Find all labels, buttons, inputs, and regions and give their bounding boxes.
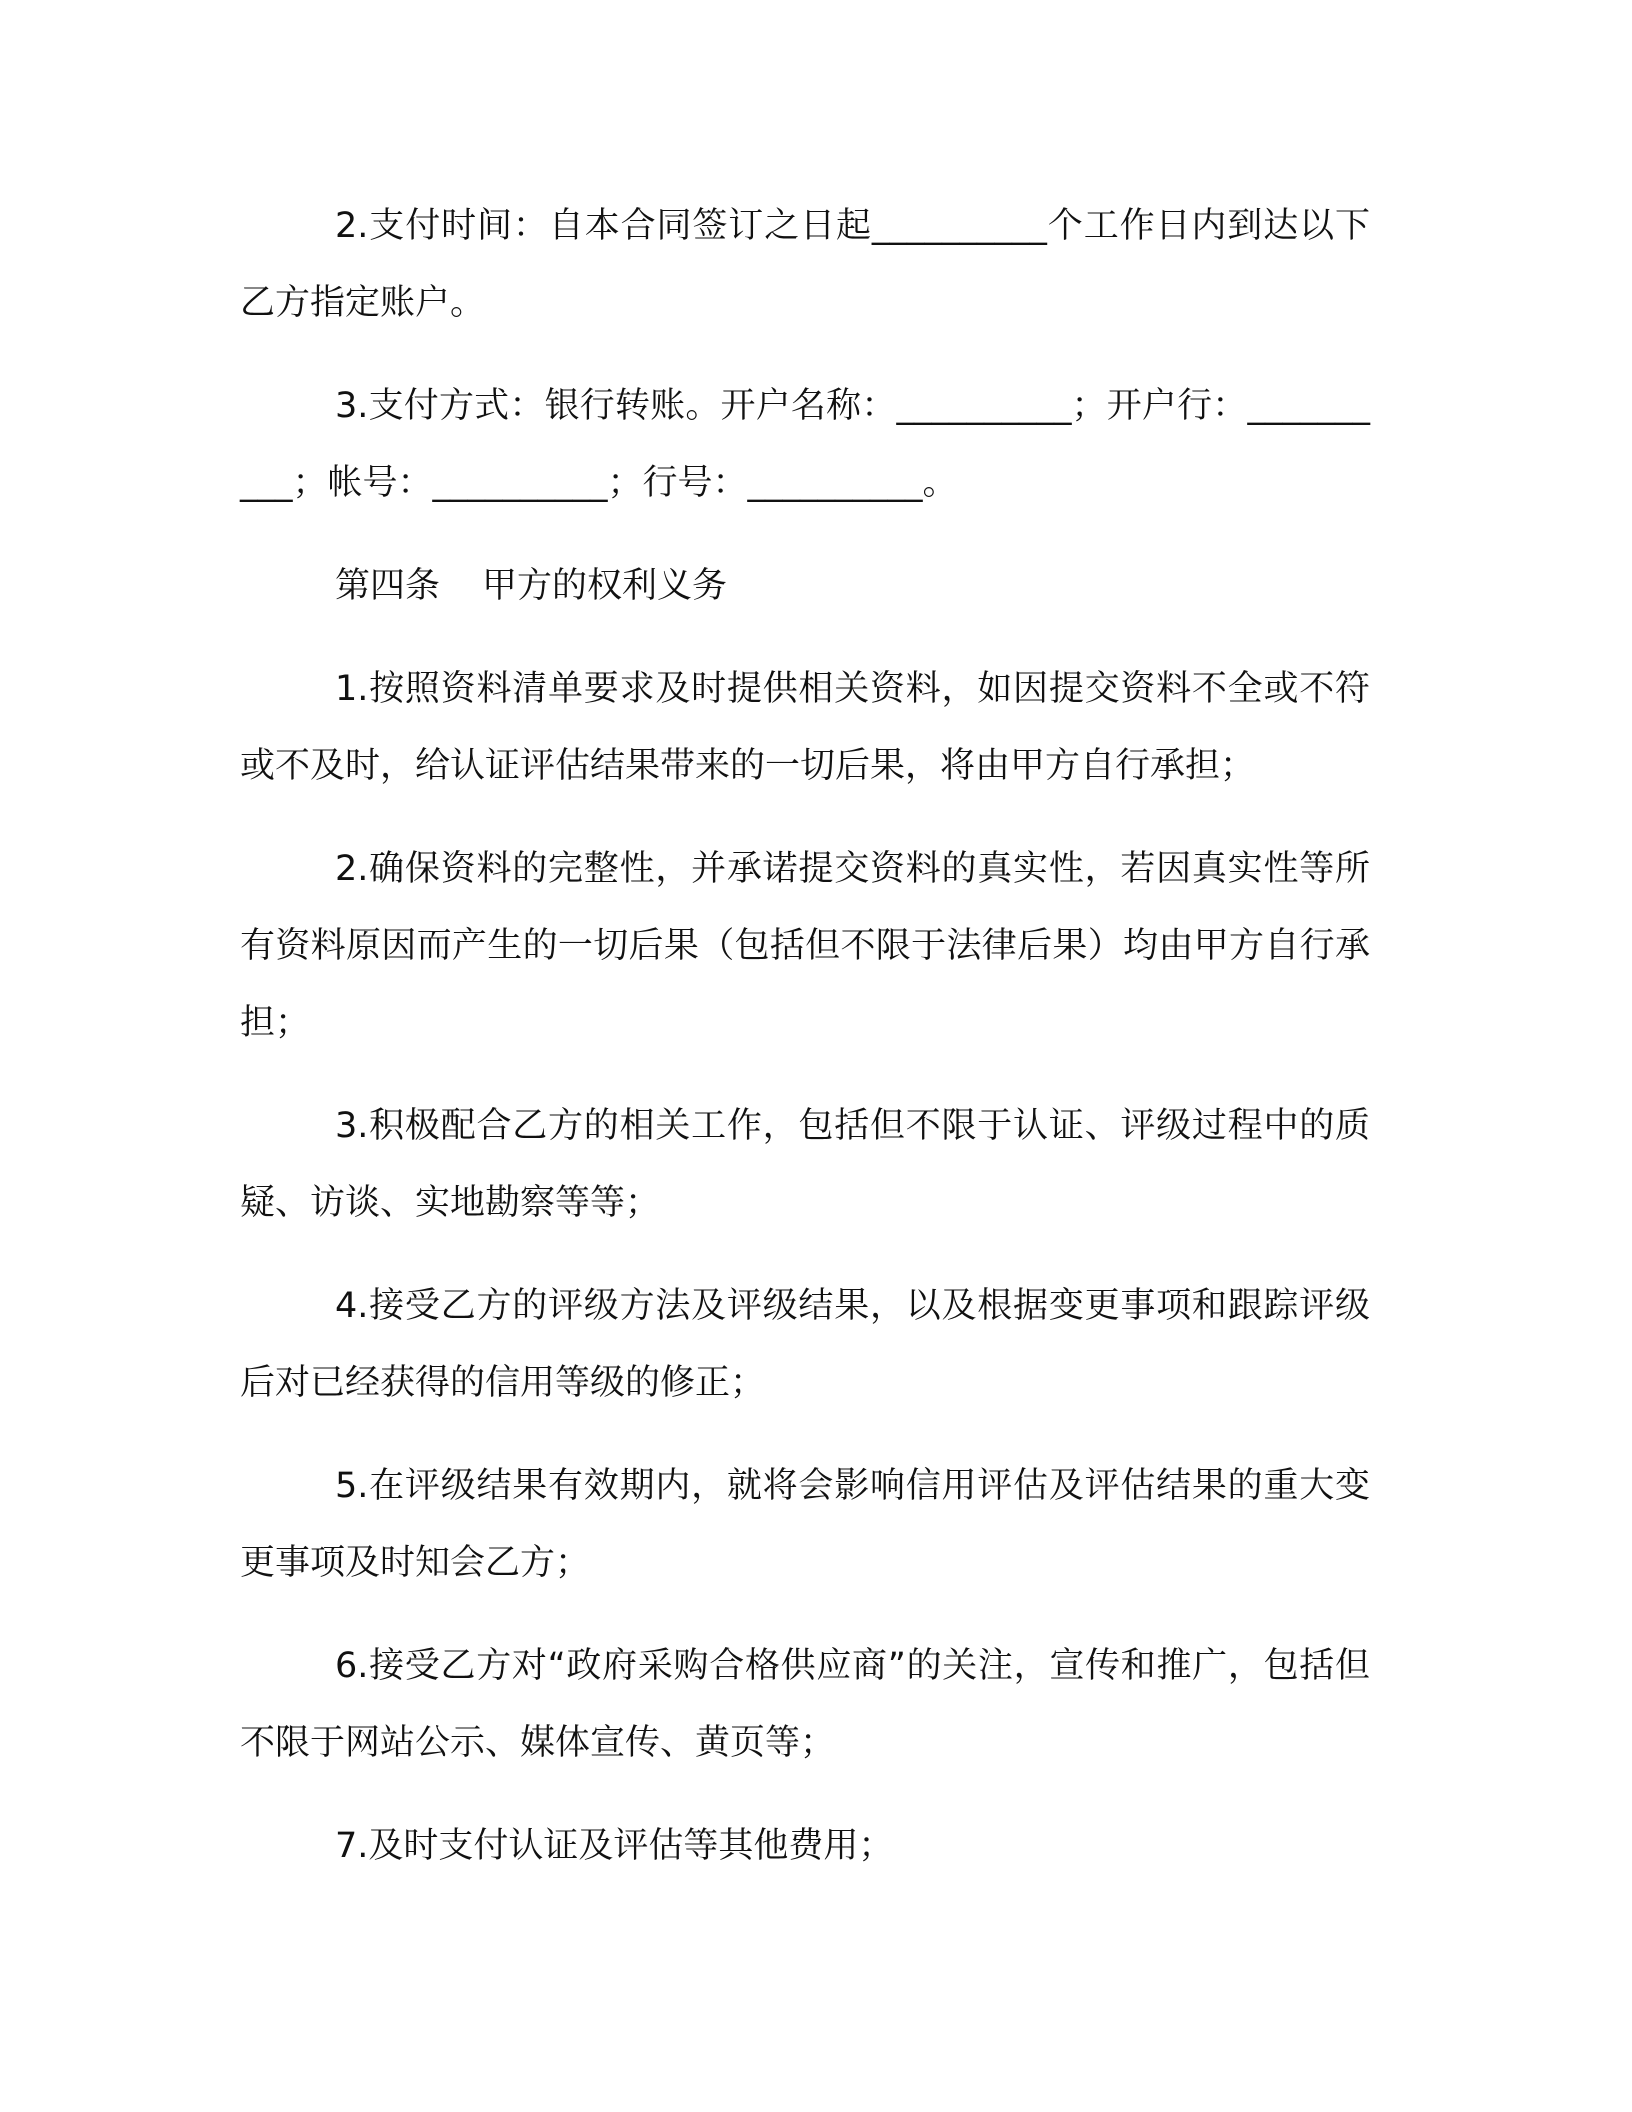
payment-method-paragraph: 3.支付方式：银行转账。开户名称：__________；开户行：__________；帐号：__________；行号：__________。 xyxy=(240,386,1370,503)
obligation-item-7: 7.及时支付认证及评估等其他费用； xyxy=(335,1826,894,1866)
obligation-item-4: 4.接受乙方的评级方法及评级结果，以及根据变更事项和跟踪评级后对已经获得的信用等级的修正； xyxy=(240,1286,1370,1403)
article-title: 甲方的权利义务 xyxy=(482,566,728,606)
obligation-item-2: 2.确保资料的完整性，并承诺提交资料的真实性，若因真实性等所有资料原因而产生的一切后果（包括但不限于法律后果）均由甲方自行承担； xyxy=(240,849,1370,1043)
obligation-item-1: 1.按照资料清单要求及时提供相关资料，如因提交资料不全或不符或不及时，给认证评估结果带来的一切后果，将由甲方自行承担； xyxy=(240,669,1370,786)
obligation-item-5: 5.在评级结果有效期内，就将会影响信用评估及评估结果的重大变更事项及时知会乙方； xyxy=(240,1466,1370,1583)
obligation-item-3: 3.积极配合乙方的相关工作，包括但不限于认证、评级过程中的质疑、访谈、实地勘察等等； xyxy=(240,1106,1370,1223)
article-number: 第四条 xyxy=(335,566,441,606)
obligation-item-6: 6.接受乙方对“政府采购合格供应商”的关注，宣传和推广，包括但不限于网站公示、媒体宣传、黄页等； xyxy=(240,1646,1370,1763)
document-body xyxy=(240,188,1370,1911)
article-heading xyxy=(240,548,1370,625)
payment-time-paragraph: 2.支付时间：自本合同签订之日起__________个工作日内到达以下乙方指定账户。 xyxy=(240,206,1370,323)
